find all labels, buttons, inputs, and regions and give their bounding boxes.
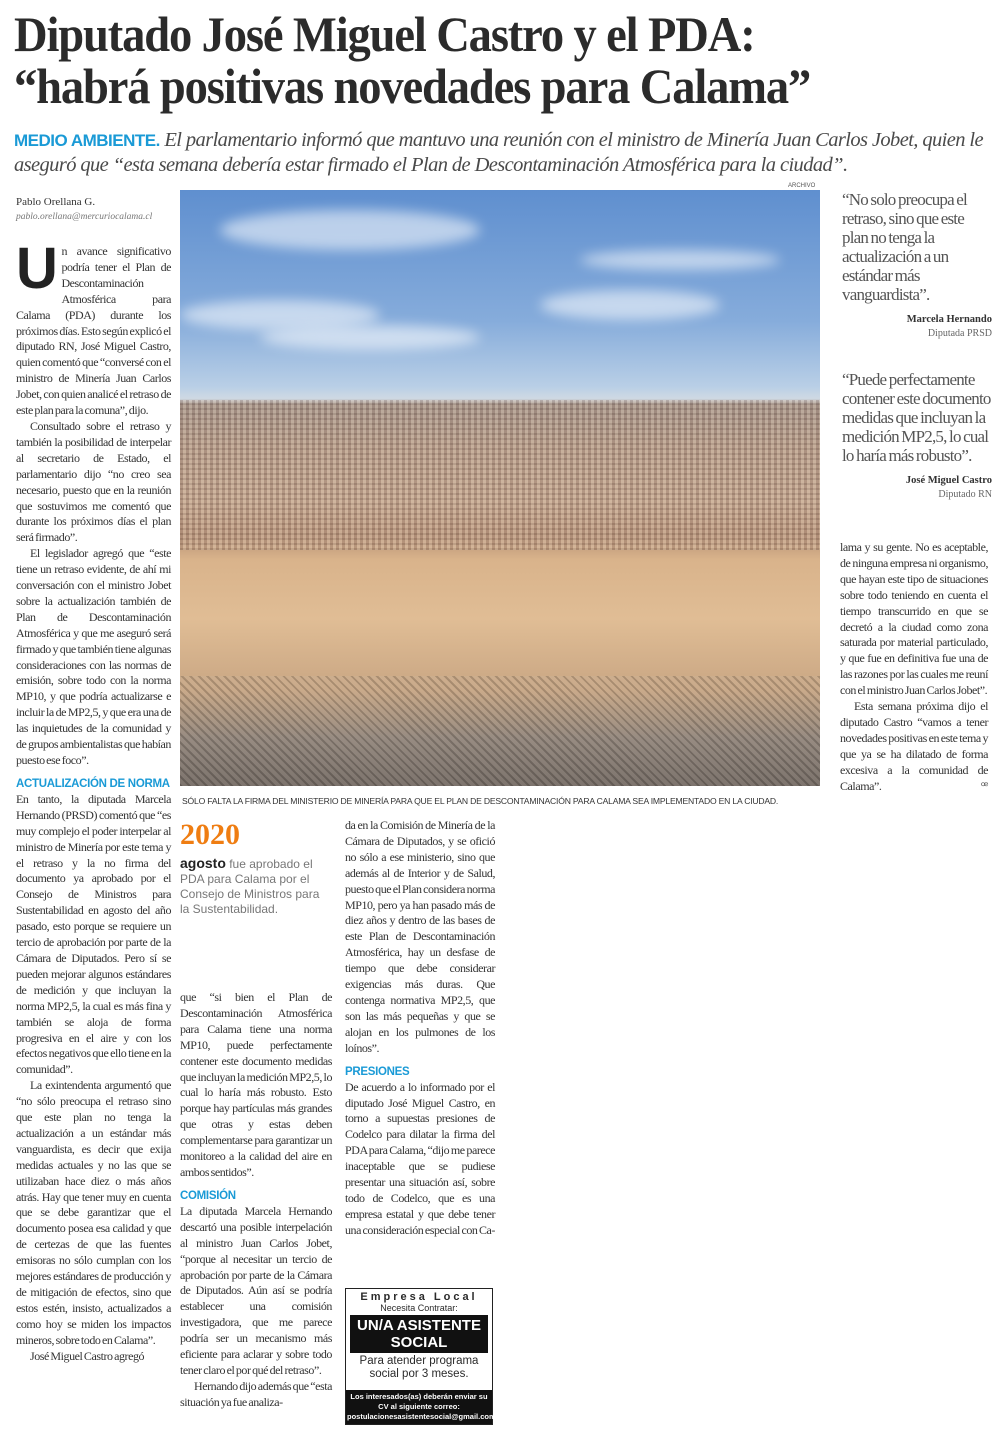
fact-month: agosto	[180, 855, 226, 871]
paragraph: La diputada Marcela Hernando descartó una posible interpelación al ministro Juan Carlos Jobet, “porque al necesitar un tercio de aprobación por parte de la Cámara de Diputados. Aún así se podría establecer una comisión investigadora, que me parece podría ser un mecanismo más eficiente para aclarar y sobre todo tener claro el por qué del retraso”.	[180, 1203, 332, 1377]
photo-caption: SÓLO FALTA LA FIRMA DEL MINISTERIO DE MINERÍA PARA QUE EL PLAN DE DESCONTAMINACIÓN PARA CALAMA SEA IMPLEMENTADO EN LA CIUDAD.	[182, 796, 779, 806]
deck-kicker: MEDIO AMBIENTE.	[14, 131, 160, 150]
byline	[16, 196, 176, 222]
deck	[14, 128, 994, 177]
paragraph: da en la Comisión de Minería de la Cámara de Diputados, y se ofició no sólo a ese ministerio, sino que además al de Interior y de Salud, puesto que el Plan considera norma MP10, pero ya han pasado más de diez años y dentro de las bases de este Plan de Descontaminación Atmosférica, hay un desfase de tiempo que debe considerar exigencias más duras. Que contenga normativa MP2,5, que son las más pequeñas y que se alojan en los pulmones de los loínos”.	[345, 818, 495, 1055]
paragraph: Esta semana próxima dijo el diputado Castro “vamos a tener novedades positivas en este tema y que ya se ha dilatado de forma excesiva a la comunidad de Calama”.	[840, 699, 988, 793]
subheading: COMISIÓN	[180, 1189, 236, 1202]
paragraph: José Miguel Castro agregó	[30, 1348, 145, 1363]
headline-line-2: “habrá positivas novedades para Calama”	[14, 58, 811, 114]
article-column-1	[16, 236, 171, 1365]
ad-subtitle: Necesita Contratar:	[380, 1303, 458, 1313]
paragraph: El legislador agregó que “este tiene un retraso evidente, de ahí mi conversación con el ministro Jobet sobre la actualización también de Plan de Descontaminación Atmosférica y que me aseguró será firmado y que también tiene algunas consideraciones con las normas de emisión, sobre todo con la norma MP10, y que podría actualizarse e incluir la de MP2,5, y que era una de las inquietudes de la comunidad y de grupos ambientalistas que habían puesto ese foco”.	[16, 546, 171, 767]
deck-text: El parlamentario informó que mantuvo una reunión con el ministro de Minería Juan Carlos Jobet, quien le aseguró que “esta semana debería estar firmado el Plan de Descontaminación Atmosférica para la ciudad”.	[14, 129, 984, 176]
ad-company: Empresa Local	[360, 1291, 478, 1303]
quote-author: José Miguel Castro	[905, 475, 992, 486]
article-column-3	[345, 818, 495, 1239]
ad-email[interactable]: postulacionesasistentesocial@gmail.com	[347, 1412, 496, 1421]
ad-contact-text: Los interesados(as) deberán enviar su CV al siguiente correo:	[350, 1392, 488, 1411]
article-column-4	[840, 540, 988, 795]
quote-author: Marcela Hernando	[906, 314, 992, 325]
ad-description: Para atender programa social por 3 meses.	[359, 1355, 479, 1380]
headline-line-1: Diputado José Miguel Castro y el PDA:	[14, 6, 755, 62]
end-mark-icon: ꟹ	[980, 778, 988, 793]
classified-ad	[345, 1288, 496, 1425]
fact-box	[180, 820, 332, 917]
paragraph: De acuerdo a lo informado por el diputado José Miguel Castro, en torno a supuestas presiones de Codelco para dilatar la firma del PDA para Calama, “dijo me parece inaceptable que se pudiese presentar una situación así, sobre todo de Codelco, que es una empresa estatal y que debe tener una consideración especial con Ca-	[345, 1079, 495, 1237]
fact-year: 2020	[180, 818, 240, 851]
paragraph: La exintendenta argumentó que “no sólo preocupa el retraso sino que este plan no tenga la actualización a un estándar más vanguardista, es decir que exija medidas actuales y no las que se utilizaban hace diez o más años atrás. Hay que tener muy en cuenta que se debe garantizar que el documento posea esa calidad y que de certezas de que las fuentes emisoras no sólo cumplan con los mejores estándares de producción y de mitigación de efectos, sino que estos estén, insisto, actualizados a como hoy se miden los impactos mineros, sobre todo en Calama”.	[16, 1078, 171, 1347]
ad-contact	[346, 1390, 496, 1424]
quote-role: Diputado RN	[938, 489, 992, 500]
paragraph: Hernando dijo además que “esta situación ya fue analiza-	[180, 1378, 332, 1409]
subheading: PRESIONES	[345, 1065, 410, 1078]
author-email: pablo.orellana@mercuriocalama.cl	[16, 212, 153, 222]
author-name: Pablo Orellana G.	[16, 196, 96, 208]
paragraph: En tanto, la diputada Marcela Hernando (PRSD) comentó que “es muy complejo el poder interpelar al ministro de Minería por este tema y el retraso y la no firma del documento ya aprobado por el Consejo de Ministros para Sustentabilidad en agosto del año pasado, esto porque se requiere un tercio de aprobación por parte de la Cámara de Diputados. Pero sí se pueden mejorar algunos estándares de medición y que incluyan la norma MP2,5, la cual es más fina y también se aloja de forma progresiva en el aire y con los efectos negativos que ello tiene en la comunidad”.	[16, 791, 171, 1077]
fact-text: fue aprobado el PDA para Calama por el Consejo de Ministros para la Sustentabilidad.	[180, 857, 320, 916]
headline	[14, 8, 994, 112]
pull-quote-hernando	[842, 190, 992, 339]
paragraph: que “si bien el Plan de Descontaminación Atmosférica para Calama tiene una norma MP10, puede perfectamente contener este documento medidas que incluyan la medición MP2,5, lo cual lo haría más robusto. Esto porque hay partículas más grandes que otras y estas deben complementarse para garantizar un monitoreo a la calidad del aire en ambos sentidos”.	[180, 990, 332, 1179]
ad-title: UN/A ASISTENTE SOCIAL	[350, 1315, 488, 1353]
quote-text: “Puede perfectamente contener este documento medidas que incluyan la medición MP2,5, lo cual lo haría más robusto”.	[842, 370, 991, 465]
article-column-2	[180, 990, 332, 1411]
pull-quote-castro	[842, 370, 992, 500]
paragraph: Consultado sobre el retraso y también la posibilidad de interpelar al secretario de Estado, el parlamentario dijo “no creo sea necesario, puesto que en la reunión que sostuvimos me comentó que durante los próximos días el plan será firmado”.	[16, 418, 171, 545]
paragraph: lama y su gente. No es aceptable, de ninguna empresa ni organismo, que hayan este tipo de situaciones sobre todo teniendo en cuenta el tiempo transcurrido en que se decretó a la ciudad como zona saturada por material particulado, y que fue en definitiva fue una de las razones por las cuales me reuní con el ministro Juan Carlos Jobet”.	[840, 540, 988, 698]
subheading: ACTUALIZACIÓN DE NORMA	[16, 777, 170, 790]
drop-cap: U	[16, 236, 58, 301]
quote-role: Diputada PRSD	[927, 328, 992, 339]
article-photo	[180, 190, 820, 786]
quote-text: “No solo preocupa el retraso, sino que este plan no tenga la actualización a un estándar más vanguardista”.	[842, 190, 967, 304]
paragraph: n avance significativo podría tener el Plan de Descontaminación Atmosférica para Calama (PDA) durante los próximos días. Esto según explicó el diputado RN, José Miguel Castro, quien comentó que “conversé con el ministro de Minería Juan Carlos Jobet, con quien analicé el retraso de este plan para la comuna”, dijo.	[16, 244, 171, 418]
photo-credit: ARCHIVO	[788, 183, 816, 189]
